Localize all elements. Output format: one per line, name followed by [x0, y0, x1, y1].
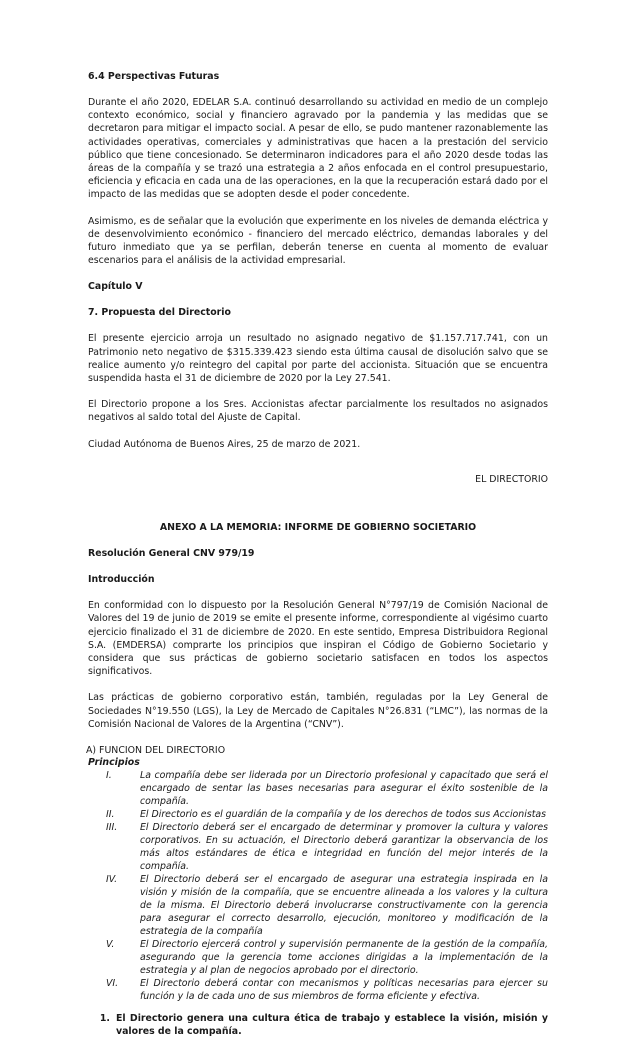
principles-list [88, 769, 548, 1003]
principle-number: II. [106, 809, 115, 821]
intro-heading: Introducción [88, 574, 155, 586]
principle-number: I. [106, 770, 112, 782]
paragraph-perspectivas-2: Asimismo, es de señalar que la evolución que experimente en los niveles de demanda eléctrica y de desenvolvimiento económico - financiero del mercado eléctrico, demandas laborales y del futuro inmediato que ya se perfilan, deberán tenerse en cuenta al momento de evaluar escenarios para el análisis de la actividad empresarial. [88, 215, 548, 267]
section-heading-6-4: 6.4 Perspectivas Futuras [88, 71, 220, 82]
paragraph-propuesta-1: El presente ejercicio arroja un resultado no asignado negativo de $1.157.717.741, con un Patrimonio neto negativo de $315.339.423 siendo esta última causal de disolución salvo que se realice aumento y/o reintegro del capital por parte del accionista. Situación que se encuentra suspendida hasta el 31 de diciembre de 2020 por la Ley 27.541. [88, 333, 548, 385]
paragraph-intro-2: Las prácticas de gobierno corporativo están, también, reguladas por la Ley General de Sociedades N°19.550 (LGS), la Ley de Mercado de Capitales N°26.831 (“LMC”), las normas de la Comisión Nacional de Valores de la Argentina (“CNV”). [88, 692, 548, 730]
signature: EL DIRECTORIO [475, 473, 548, 485]
principle-item [88, 938, 548, 977]
item-text: El Directorio genera una cultura ética de trabajo y establece la visión, misión y valores de la compañía. [116, 1013, 548, 1038]
annex-title: ANEXO A LA MEMORIA: INFORME DE GOBIERNO SOCIETARIO [159, 522, 477, 534]
paragraph-intro-1: En conformidad con lo dispuesto por la Resolución General N°797/19 de Comisión Nacional de Valores del 19 de junio de 2019 se emite el presente informe, correspondiente al vigésimo cuarto ejercicio finalizado el 31 de diciembre de 2020. En este sentido, Empresa Distribuidora Regional S.A. (EMDERSA) comprarte los principios que inspiran el Código de Gobierno Societario y considera que sus prácticas de gobierno societario satisfacen en todos los aspectos significativos. [88, 600, 548, 678]
principios-heading: Principios [88, 757, 140, 769]
numbered-item-1 [88, 1012, 548, 1038]
principle-item [88, 808, 548, 821]
principle-text: El Directorio ejercerá control y supervisión permanente de la gestión de la compañía, asegurando que la gerencia tome acciones dirigidas a la implementación de la estrategia y al plan de negocios aprobado por el directorio. [140, 939, 548, 977]
principle-text: La compañía debe ser liderada por un Directorio profesional y capacitado que será el encargado de sentar las bases necesarias para asegurar el éxito sostenible de la compañía. [140, 770, 548, 808]
document-page [88, 70, 548, 1038]
place-date: Ciudad Autónoma de Buenos Aires, 25 de marzo de 2021. [88, 438, 361, 450]
principle-item [88, 769, 548, 808]
paragraph-propuesta-2: El Directorio propone a los Sres. Accionistas afectar parcialmente los resultados no asignados negativos al saldo total del Ajuste de Capital. [88, 399, 548, 424]
paragraph-perspectivas-1: Durante el año 2020, EDELAR S.A. continuó desarrollando su actividad en medio de un complejo contexto económico, social y financiero agravado por la pandemia y las medidas que se decretaron para mitigar el impacto social. A pesar de ello, se pudo mantener razonablemente las actividades operativas, comerciales y administrativas que hacen a la prestación del servicio público que tiene concesionado. Se determinaron indicadores para el año 2020 desde todas las áreas de la compañía y se trazó una estrategia a 2 años enfocada en el control presupuestario, eficiencia y eficacia en cada una de las operaciones, en la que la recuperación estará dado por el impacto de las medidas que se adopten desde el poder concedente. [88, 97, 548, 201]
principle-number: III. [106, 822, 118, 834]
principle-text: El Directorio es el guardián de la compañía y de los derechos de todos sus Accionistas [140, 809, 547, 821]
item-number: 1. [99, 1013, 110, 1025]
section-heading-7: 7. Propuesta del Directorio [88, 307, 231, 319]
resolution-heading: Resolución General CNV 979/19 [88, 548, 255, 560]
principle-text: El Directorio deberá contar con mecanismos y políticas necesarias para ejercer su función y la de cada uno de sus miembros de forma eficiente y efectiva. [140, 978, 548, 1003]
principle-number: VI. [106, 978, 119, 990]
principle-text: El Directorio deberá ser el encargado de asegurar una estrategia inspirada en la visión y misión de la compañía, que se encuentre alineada a los valores y la cultura de la misma. El Directorio deberá involucrarse constructivamente con la gerencia para asegurar el correcto desarrollo, ejecución, monitoreo y modificación de la estrategia de la compañía [140, 874, 548, 938]
chapter-heading: Capítulo V [88, 281, 143, 293]
principle-number: V. [106, 939, 115, 951]
principle-item [88, 977, 548, 1003]
principle-item [88, 873, 548, 938]
principle-text: El Directorio deberá ser el encargado de determinar y promover la cultura y valores corporativos. En su actuación, el Directorio deberá garantizar la observancia de los más altos estándares de ética e integridad en función del mejor interés de la compañía. [140, 822, 548, 873]
section-a-heading: A) FUNCION DEL DIRECTORIO [86, 745, 226, 757]
principle-number: IV. [106, 874, 118, 886]
principle-item [88, 821, 548, 873]
